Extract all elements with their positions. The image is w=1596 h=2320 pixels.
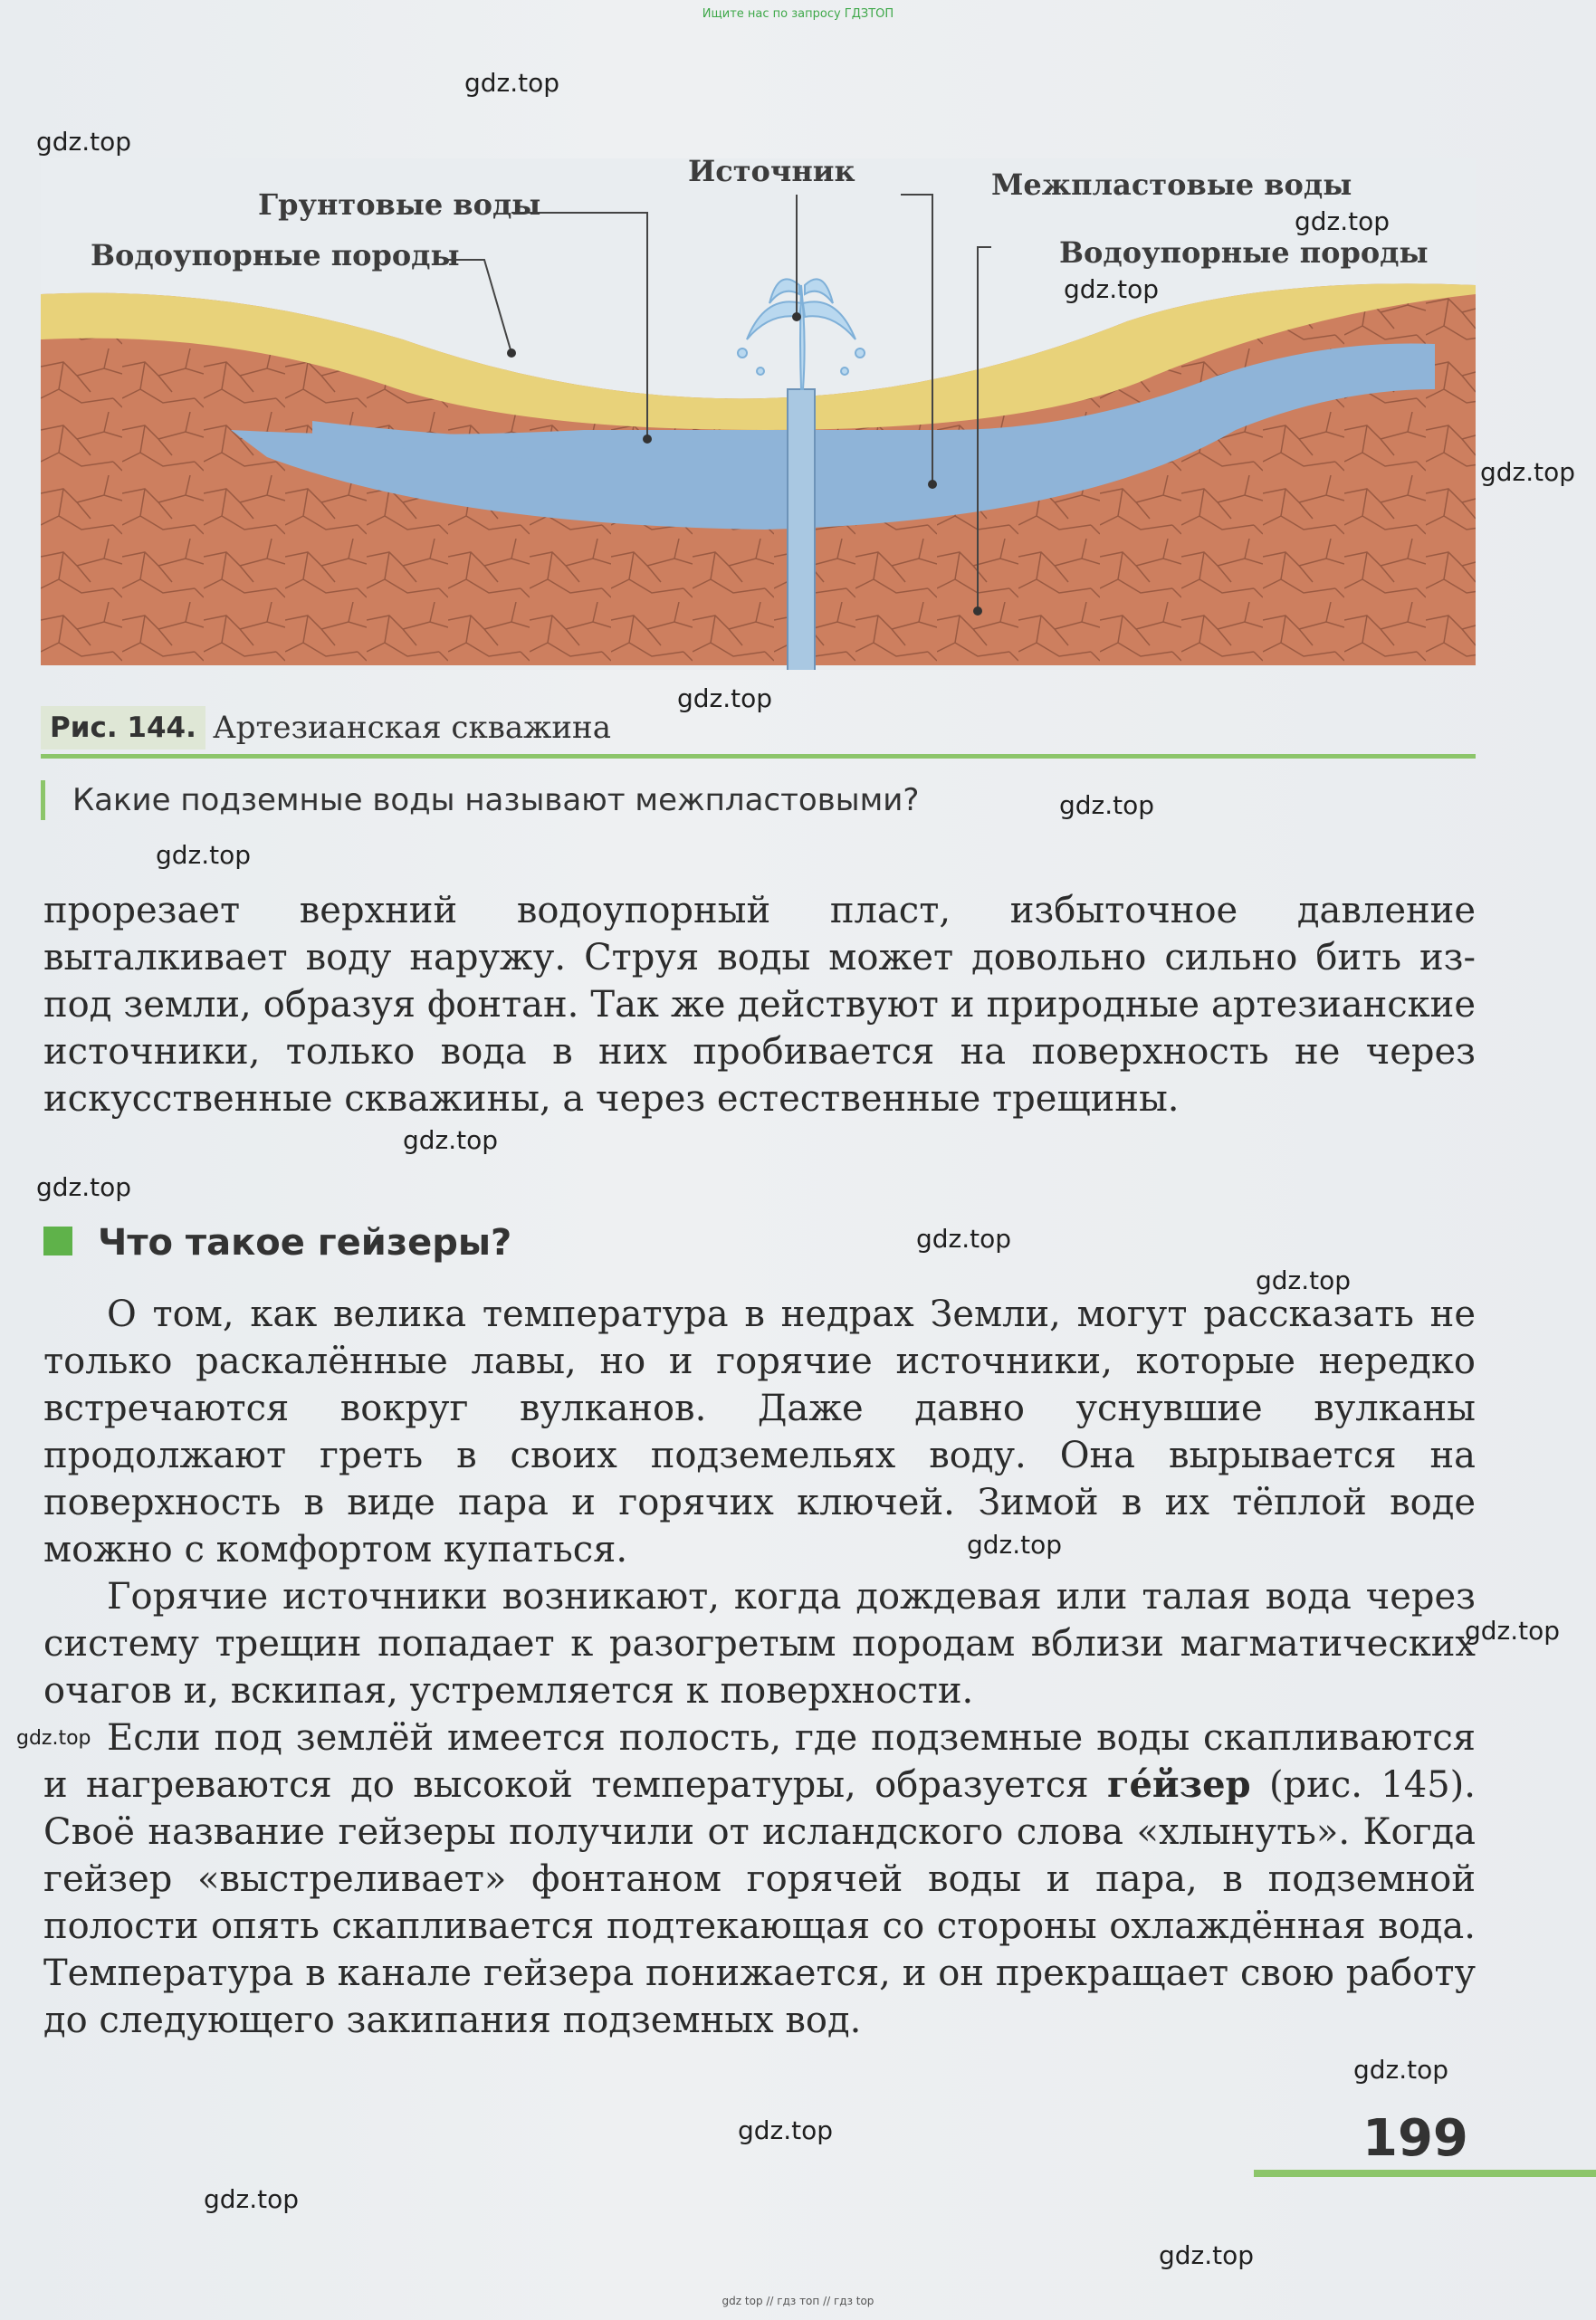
watermark: gdz.top [464, 68, 560, 98]
watermark: gdz.top [916, 1224, 1012, 1254]
term-geyser: ге́йзер [1106, 1763, 1251, 1806]
watermark: gdz.top [36, 1172, 132, 1202]
well-pipe [788, 389, 815, 670]
watermark: gdz.top [36, 127, 132, 157]
paragraph-1 [43, 887, 1476, 1122]
watermark: gdz.top [1480, 457, 1576, 487]
watermark: gdz.top [403, 1125, 499, 1155]
section-body [43, 1291, 1476, 2044]
page-number: 199 [1362, 2109, 1468, 2168]
caption-tag: Рис. 144. [41, 706, 205, 749]
figure-question: Какие подземные воды называют межпластовыми? [41, 780, 919, 820]
bottom-note: gdz top // гдз топ // гдз top [722, 2295, 874, 2307]
label-source: Источник [688, 154, 855, 188]
watermark: gdz.top [738, 2115, 834, 2145]
section-heading [43, 1220, 511, 1265]
section-marker-icon [43, 1227, 72, 1255]
watermark: gdz.top [16, 1727, 91, 1750]
caption-text: Артезианская скважина [213, 710, 611, 746]
label-interstratal-water: Межпластовые воды [991, 167, 1352, 202]
watermark: gdz.top [967, 1530, 1063, 1560]
watermark: gdz.top [156, 840, 252, 870]
watermark: gdz.top [677, 683, 773, 713]
paragraph-2: О том, как велика температура в недрах Земли, могут рассказать не только раскалённые лавы, но и горячие источники, которые нередко встречаются вокруг вулканов. Даже давно уснувшие вулканы продолжают греть в своих подземельях воду. Она вырывается на поверхность в виде пара и горячих ключей. Зимой в их тёплой воде можно с комфортом купаться. [43, 1294, 1476, 1571]
paragraph-4-after: (рис. 145). Своё название гейзеры получили от исландского слова «хлынуть». Когда гейзер «выстреливает» фонтаном горячей воды и пара, в подземной полости опять скапливается подтекающая со стороны охлаждённая вода. Температура в канале гейзера понижается, и он прекращает свою работу до следующего закипания подземных вод. [43, 1764, 1476, 2041]
watermark: gdz.top [1295, 206, 1391, 236]
label-ground-water: Грунтовые воды [258, 187, 541, 222]
watermark: gdz.top [1465, 1616, 1561, 1646]
page-number-underline [1254, 2170, 1596, 2177]
label-aquiclude-right: Водоупорные породы [1059, 235, 1429, 270]
top-note: Ищите нас по запросу ГДЗТОП [702, 7, 894, 21]
label-aquiclude-left: Водоупорные породы [91, 238, 460, 272]
watermark: gdz.top [204, 2184, 300, 2214]
watermark: gdz.top [1059, 790, 1155, 820]
watermark: gdz.top [1064, 274, 1160, 304]
section-title: Что такое гейзеры? [98, 1222, 512, 1264]
paragraph-4 [43, 1714, 1476, 2044]
watermark: gdz.top [1159, 2240, 1255, 2270]
watermark: gdz.top [1256, 1265, 1352, 1295]
watermark: gdz.top [1353, 2055, 1449, 2085]
paragraph-3: Горячие источники возникают, когда дождевая или талая вода через систему трещин попадает к разогретым породам вблизи магматических очагов и, вскипая, устремляется к поверхности. [43, 1576, 1476, 1712]
paragraph-4-before: Если под землёй имеется полость, где подземные воды скапливаются и нагреваются до высокой температуры, образуется [43, 1717, 1476, 1806]
caption-divider [41, 754, 1476, 759]
paragraph-1-text: прорезает верхний водоупорный пласт, избыточное давление выталкивает воду наружу. Струя воды может довольно сильно бить из-под земли, образуя фонтан. Так же действуют и природные артезианские источники, только вода в них пробивается на поверхность не через искусственные скважины, а через естественные трещины. [43, 890, 1476, 1120]
